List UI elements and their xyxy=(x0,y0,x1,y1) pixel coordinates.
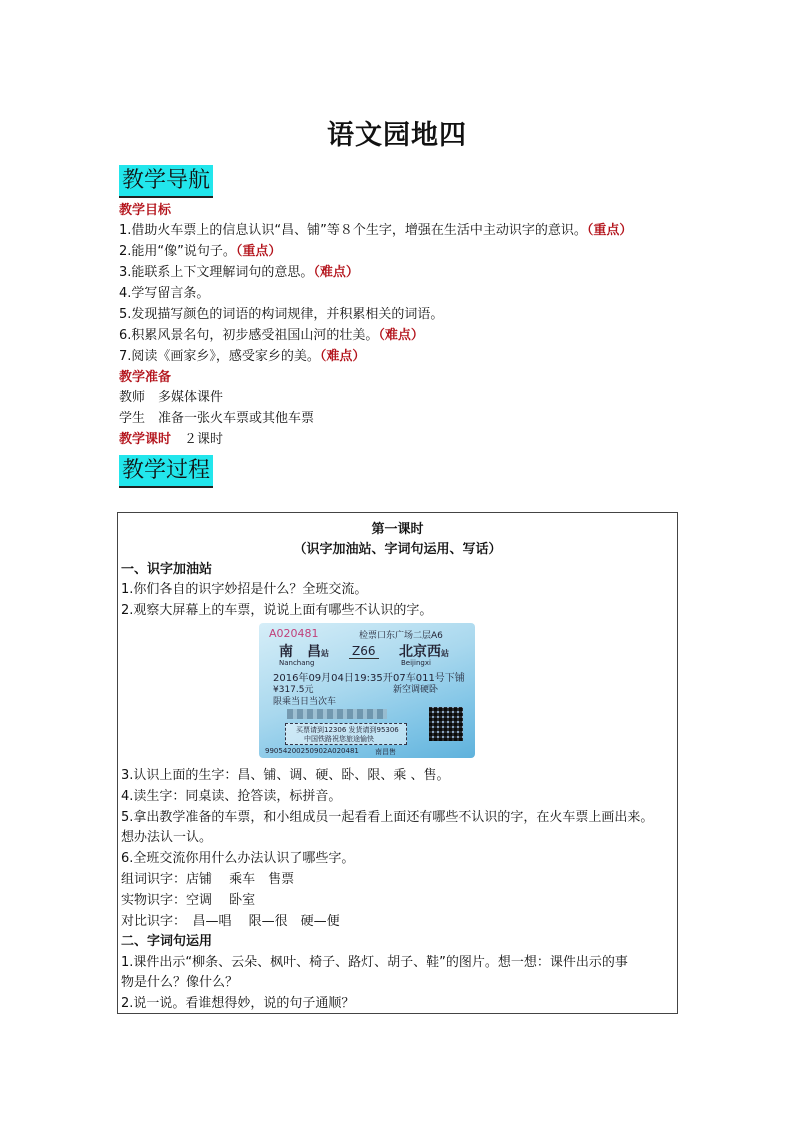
text-line: 想办法认一认。 xyxy=(121,830,213,845)
train-ticket-image xyxy=(259,623,475,758)
text-line: 实物识字：空调 卧室 xyxy=(121,893,256,908)
text-line: 1.课件出示“柳条、云朵、枫叶、椅子、路灯、胡子、鞋”的图片。想一想：课件出示的事 xyxy=(121,955,628,970)
ticket-from: 南 昌站 xyxy=(279,644,329,660)
text-line: 4.读生字：同桌读、抢答读，标拼音。 xyxy=(121,789,342,804)
lesson-subtitle: （识字加油站、字词句运用、写话） xyxy=(293,542,502,557)
text-line: 3.认识上面的生字：昌、铺、调、硬、卧、限、乘 、售。 xyxy=(121,768,450,783)
hours-line: 教学课时 ２课时 xyxy=(119,432,224,447)
objective-item: 7.阅读《画家乡》，感受家乡的美。（难点） xyxy=(119,349,366,364)
ticket-train-number: Z66 xyxy=(349,644,379,659)
objective-item: 5.发现描写颜色的词语的构词规律，并积累相关的词语。 xyxy=(119,307,444,322)
ticket-qr-code-icon xyxy=(429,707,463,741)
ticket-serial: A020481 xyxy=(269,627,319,640)
text-line: 1.你们各自的识字妙招是什么？全班交流。 xyxy=(121,582,368,597)
ticket-datetime: 2016年09月04日19:35开 xyxy=(273,673,393,684)
text-line: 2.观察大屏幕上的车票，说说上面有哪些不认识的字。 xyxy=(121,603,433,618)
text-line: 5.拿出教学准备的车票，和小组成员一起看看上面还有哪些不认识的字，在火车票上画出来。 xyxy=(121,810,654,825)
objectives-label: 教学目标 xyxy=(119,203,172,218)
ticket-to-pinyin: Beijingxi xyxy=(401,659,431,667)
prep-teacher: 教师 多媒体课件 xyxy=(119,390,224,405)
text-line: 对比识字： 昌—唱 限—很 硬—便 xyxy=(121,914,340,929)
ticket-price: ¥317.5元 xyxy=(273,685,314,695)
prep-student: 学生 准备一张火车票或其他车票 xyxy=(119,411,315,426)
objective-item: 1.借助火车票上的信息认识“昌、铺”等８个生字，增强在生活中主动识字的意识。（重点） xyxy=(119,223,633,238)
objective-item: 4.学写留言条。 xyxy=(119,286,210,301)
ticket-seat: 07车011号下铺 xyxy=(393,673,465,684)
part2-title: 二、字词句运用 xyxy=(121,934,213,949)
part1-title: 一、识字加油站 xyxy=(121,562,213,577)
ticket-bottom-station: 南昌售 xyxy=(375,748,396,756)
ticket-notice2: 中国铁路祝您旅途愉快 xyxy=(304,735,374,743)
ticket-note: 限乘当日当次车 xyxy=(273,697,337,707)
section-heading-navigation: 教学导航 xyxy=(119,165,213,198)
objective-item: 2.能用“像”说句子。（重点） xyxy=(119,244,282,259)
text-line: 物是什么？像什么？ xyxy=(121,975,239,990)
text-line: 组词识字：店铺 乘车 售票 xyxy=(121,872,295,887)
ticket-blurred-id xyxy=(287,709,387,719)
lesson-box xyxy=(117,512,678,1014)
page-title: 语文园地四 xyxy=(327,120,467,151)
ticket-bottom-code: 99054200250902A020481 xyxy=(265,747,359,755)
prep-label: 教学准备 xyxy=(119,370,172,385)
text-line: 2.说一说。看谁想得妙，说的句子通顺？ xyxy=(121,996,355,1011)
objective-item: 3.能联系上下文理解词句的意思。（难点） xyxy=(119,265,359,280)
ticket-notice-box xyxy=(285,723,407,745)
ticket-from-pinyin: Nanchang xyxy=(279,659,315,667)
ticket-gate: 检票口东广场二层A6 xyxy=(359,631,443,641)
ticket-seat-type: 新空调硬卧 xyxy=(393,685,439,695)
section-heading-process: 教学过程 xyxy=(119,455,213,488)
objective-item: 6.积累风景名句，初步感受祖国山河的壮美。（难点） xyxy=(119,328,424,343)
text-line: 6.全班交流你用什么办法认识了哪些字。 xyxy=(121,851,355,866)
ticket-to: 北京西站 xyxy=(399,644,449,660)
ticket-notice: 买票请到12306 发货请到95306 xyxy=(296,726,399,734)
lesson-title: 第一课时 xyxy=(371,522,424,537)
